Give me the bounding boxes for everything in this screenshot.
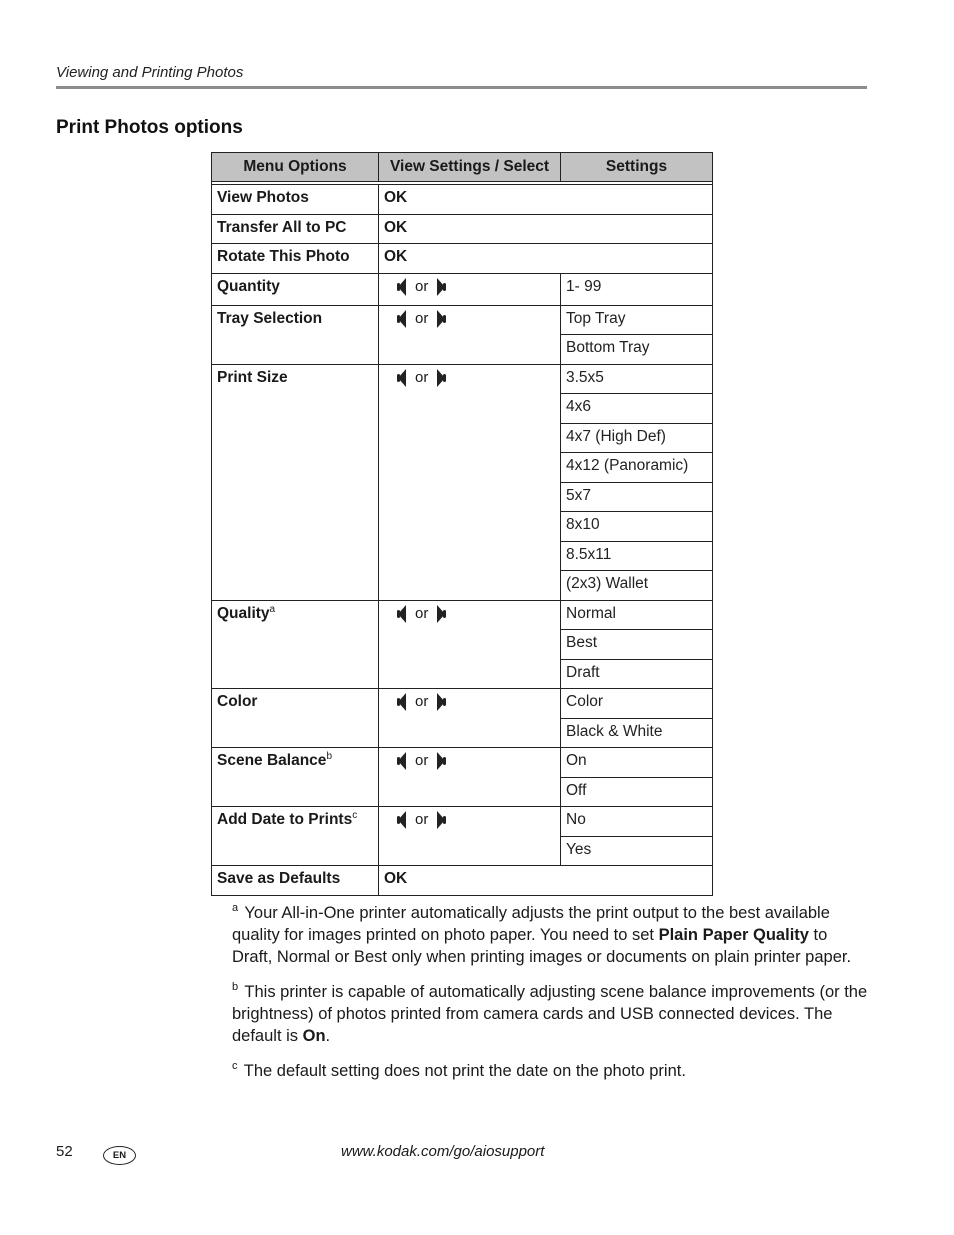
right-arrow-icon (437, 693, 447, 711)
left-arrow-icon (396, 693, 406, 711)
arrow-nav (384, 748, 447, 774)
menu-option-label: Quantity (217, 277, 280, 295)
nav-or-label: or (415, 811, 429, 828)
left-arrow-icon (396, 369, 406, 387)
menu-option-save-as-defaults (212, 866, 379, 896)
table-row-rotate-this-photo (212, 244, 713, 274)
footnote-text: . (325, 1027, 331, 1045)
support-url[interactable]: www.kodak.com/go/aiosupport (341, 1143, 545, 1160)
table-row-add-date-to-prints (212, 807, 713, 837)
setting-value: 4x6 (561, 394, 713, 424)
view-settings-nav (379, 748, 561, 807)
menu-option-label: Rotate This Photo (217, 248, 350, 265)
footnote-mark: c (232, 1060, 238, 1072)
menu-option-rotate-this-photo (212, 244, 379, 274)
setting-value: On (561, 748, 713, 778)
menu-option-quality (212, 600, 379, 689)
menu-option-color (212, 689, 379, 748)
setting-value: 4x7 (High Def) (561, 423, 713, 453)
footnote-bold: On (302, 1027, 326, 1045)
setting-value: Off (561, 777, 713, 807)
arrow-nav (384, 689, 447, 715)
left-arrow-icon (396, 752, 406, 770)
nav-or-label: or (415, 752, 429, 769)
page-number: 52 (56, 1143, 73, 1160)
setting-value: Bottom Tray (561, 335, 713, 365)
setting-value: (2x3) Wallet (561, 571, 713, 601)
table-row-quality (212, 600, 713, 630)
table-row-color (212, 689, 713, 719)
footnote-b (232, 981, 868, 1047)
setting-value: Top Tray (561, 305, 713, 335)
menu-option-label: Print Size (217, 368, 288, 386)
menu-option-label: Color (217, 693, 258, 710)
footnote-text: The default setting does not print the date on the photo print. (239, 1062, 686, 1080)
view-settings-nav (379, 807, 561, 866)
view-settings-nav (379, 305, 561, 364)
nav-or-label: or (415, 368, 429, 386)
language-badge: EN (103, 1146, 136, 1165)
menu-option-print-size (212, 364, 379, 600)
menu-option-label: Scene Balance (217, 752, 327, 769)
table-row-transfer-all-to-pc (212, 214, 713, 244)
nav-or-label: or (415, 309, 429, 327)
setting-value: 4x12 (Panoramic) (561, 453, 713, 483)
setting-value: Color (561, 689, 713, 719)
right-arrow-icon (437, 605, 447, 623)
menu-option-label: Add Date to Prints (217, 811, 353, 828)
table-header-row (212, 153, 713, 182)
left-arrow-icon (396, 605, 406, 623)
footnote-text: Your All-in-One printer automatically adjusts the print output to the best available quality for images printed on photo paper. You need to set (232, 904, 830, 944)
nav-or-label: or (415, 693, 429, 710)
view-settings-nav (379, 689, 561, 748)
menu-option-quantity (212, 273, 379, 305)
menu-option-scene-balance (212, 748, 379, 807)
setting-value: 5x7 (561, 482, 713, 512)
setting-value: 1- 99 (561, 273, 713, 305)
setting-value: Draft (561, 659, 713, 689)
section-title: Print Photos options (56, 117, 243, 138)
left-arrow-icon (396, 278, 406, 296)
table-row-view-photos (212, 185, 713, 215)
menu-option-label: Quality (217, 604, 270, 622)
table-body (212, 182, 713, 896)
footnote-bold: Plain Paper Quality (658, 926, 809, 944)
setting-value: Normal (561, 600, 713, 630)
running-header: Viewing and Printing Photos (56, 64, 244, 81)
arrow-nav (384, 274, 447, 300)
table-row-tray-selection (212, 305, 713, 335)
header-rule (56, 86, 867, 89)
setting-value: 8x10 (561, 512, 713, 542)
setting-value: Black & White (561, 718, 713, 748)
arrow-nav (384, 365, 447, 391)
select-value: OK (379, 244, 713, 274)
right-arrow-icon (437, 752, 447, 770)
table-row-save-as-defaults (212, 866, 713, 896)
arrow-nav (384, 807, 447, 833)
footnote-mark: b (232, 981, 239, 993)
view-settings-nav (379, 600, 561, 689)
setting-value: 8.5x11 (561, 541, 713, 571)
table-row-quantity (212, 273, 713, 305)
table-row-print-size (212, 364, 713, 394)
setting-value: 3.5x5 (561, 364, 713, 394)
footnote-ref: b (326, 751, 332, 762)
menu-option-label: Transfer All to PC (217, 218, 347, 236)
arrow-nav (384, 601, 447, 627)
footnotes (232, 902, 868, 1095)
left-arrow-icon (396, 811, 406, 829)
print-options-table (211, 152, 713, 896)
menu-option-label: Tray Selection (217, 309, 323, 327)
footnote-text: to Draft, Normal or Best only when printing images or documents on plain printer paper. (232, 926, 852, 966)
view-settings-nav (379, 364, 561, 600)
footnote-ref: c (352, 810, 358, 821)
footnote-ref: a (269, 603, 276, 615)
column-header-view-settings: View Settings / Select (379, 153, 561, 182)
footnote-a (232, 902, 868, 968)
nav-or-label: or (415, 277, 429, 295)
left-arrow-icon (396, 310, 406, 328)
footnote-mark: a (232, 902, 239, 914)
setting-value: No (561, 807, 713, 837)
footnote-text: This printer is capable of automatically adjusting scene balance improvements (or the brightness) of photos printed from camera cards and USB connected devices. The default is (232, 983, 868, 1045)
menu-option-view-photos (212, 185, 379, 215)
setting-value: Best (561, 630, 713, 660)
column-header-menu-options: Menu Options (212, 153, 379, 182)
table-row-scene-balance (212, 748, 713, 778)
right-arrow-icon (437, 310, 447, 328)
setting-value: Yes (561, 836, 713, 866)
menu-option-label: View Photos (217, 189, 309, 206)
select-value: OK (379, 185, 713, 215)
menu-option-label: Save as Defaults (217, 870, 341, 887)
menu-option-tray-selection (212, 305, 379, 364)
right-arrow-icon (437, 278, 447, 296)
select-value: OK (379, 214, 713, 244)
menu-option-add-date-to-prints (212, 807, 379, 866)
footnote-c (232, 1060, 868, 1082)
arrow-nav (384, 306, 447, 332)
menu-option-transfer-all-to-pc (212, 214, 379, 244)
select-value: OK (379, 866, 713, 896)
nav-or-label: or (415, 604, 429, 622)
view-settings-nav (379, 273, 561, 305)
right-arrow-icon (437, 369, 447, 387)
right-arrow-icon (437, 811, 447, 829)
column-header-settings: Settings (561, 153, 713, 182)
